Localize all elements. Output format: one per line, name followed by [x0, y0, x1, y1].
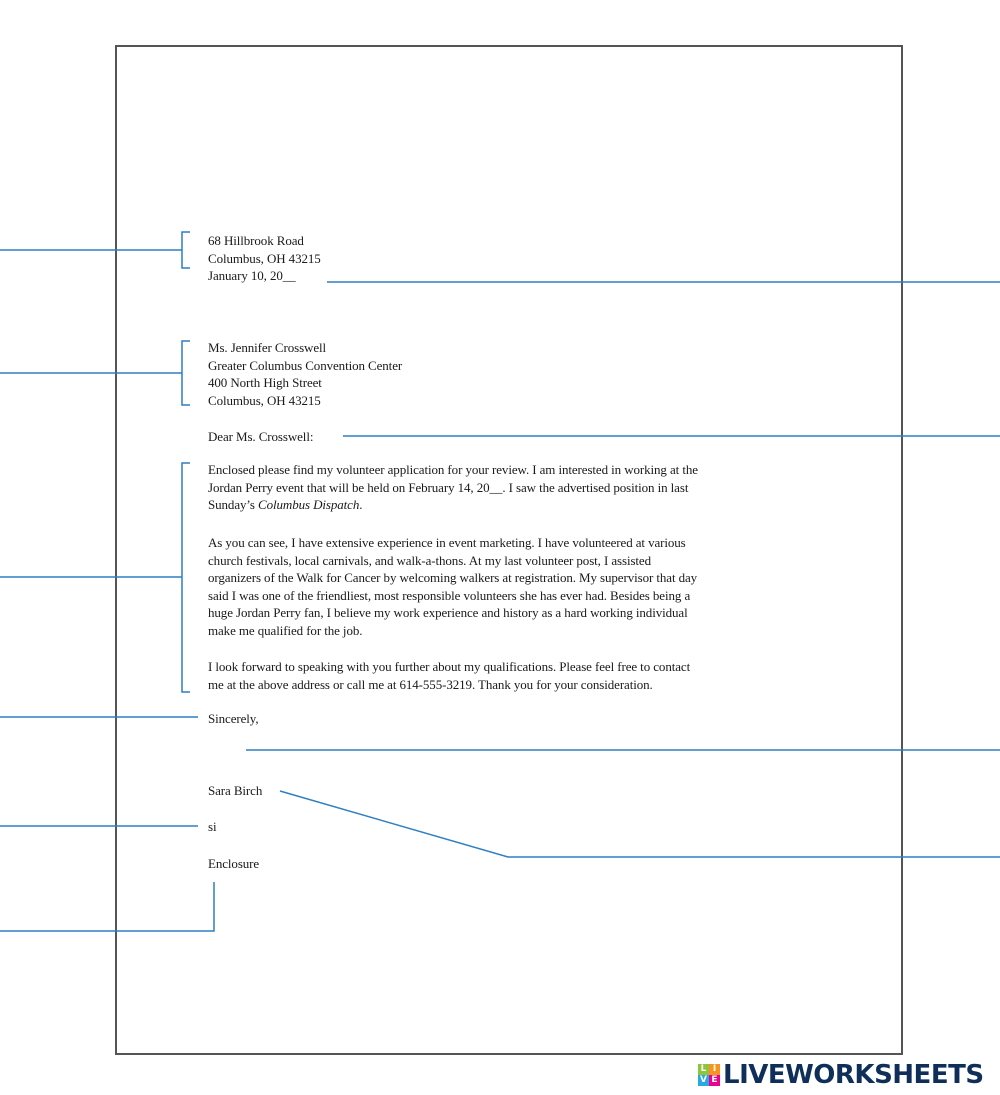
body-line: said I was one of the friendliest, most responsible volunteers she has ever had. Besides being a — [208, 587, 691, 603]
body-line: Jordan Perry event that will be held on February 14, 20__. I saw the advertised position in last — [208, 479, 689, 495]
body-line: Enclosed please find my volunteer application for your review. I am interested in working at the — [208, 462, 698, 477]
inside-address-name: Ms. Jennifer Crosswell — [208, 340, 327, 355]
liveworksheets-brand-text: LIVEWORKSHEETS — [723, 1060, 984, 1090]
bracket-inside-address — [182, 341, 190, 405]
inside-address-organization: Greater Columbus Convention Center — [208, 357, 403, 373]
letter-date: January 10, 20__ — [208, 268, 296, 283]
body-line: As you can see, I have extensive experience in event marketing. I have volunteered at various — [208, 535, 686, 550]
body-line: organizers of the Walk for Cancer by welcoming walkers at registration. My supervisor that day — [208, 570, 698, 585]
leader-name-right — [280, 791, 1000, 857]
body-line: make me qualified for the job. — [208, 622, 363, 638]
body-line: huge Jordan Perry fan, I believe my work experience and history as a hard working individual — [208, 605, 688, 620]
leader-enclosure-left — [0, 882, 214, 931]
complimentary-closing: Sincerely, — [208, 711, 259, 726]
inside-address-street: 400 North High Street — [208, 375, 322, 390]
body-paragraph-3 — [208, 658, 808, 693]
reference-initials: si — [208, 819, 217, 834]
liveworksheets-logo-icon — [698, 1064, 720, 1086]
body-line: I look forward to speaking with you further about my qualifications. Please feel free to contact — [208, 659, 691, 674]
bracket-heading — [182, 232, 190, 268]
return-address-street: 68 Hillbrook Road — [208, 233, 304, 248]
body-paragraph-2 — [208, 534, 808, 639]
logo-tile: I — [709, 1064, 720, 1075]
typed-signer-name: Sara Birch — [208, 783, 263, 798]
bracket-body — [182, 463, 190, 692]
return-address-city: Columbus, OH 43215 — [208, 250, 321, 266]
liveworksheets-logo — [698, 1060, 984, 1090]
salutation: Dear Ms. Crosswell: — [208, 429, 314, 444]
newspaper-title: Columbus Dispatch — [258, 497, 360, 512]
body-line: church festivals, local carnivals, and walk-a-thons. At my last volunteer post, I assisted — [208, 552, 651, 568]
logo-tile: V — [698, 1075, 709, 1086]
enclosure-notation: Enclosure — [208, 856, 260, 871]
body-line: Sunday’s Columbus Dispatch. — [208, 497, 363, 512]
body-paragraph-1 — [208, 461, 808, 514]
logo-tile: E — [709, 1075, 720, 1086]
logo-tile: L — [698, 1064, 709, 1075]
inside-address-city: Columbus, OH 43215 — [208, 392, 321, 408]
body-line: me at the above address or call me at 614-555-3219. Thank you for your consideration. — [208, 676, 653, 692]
